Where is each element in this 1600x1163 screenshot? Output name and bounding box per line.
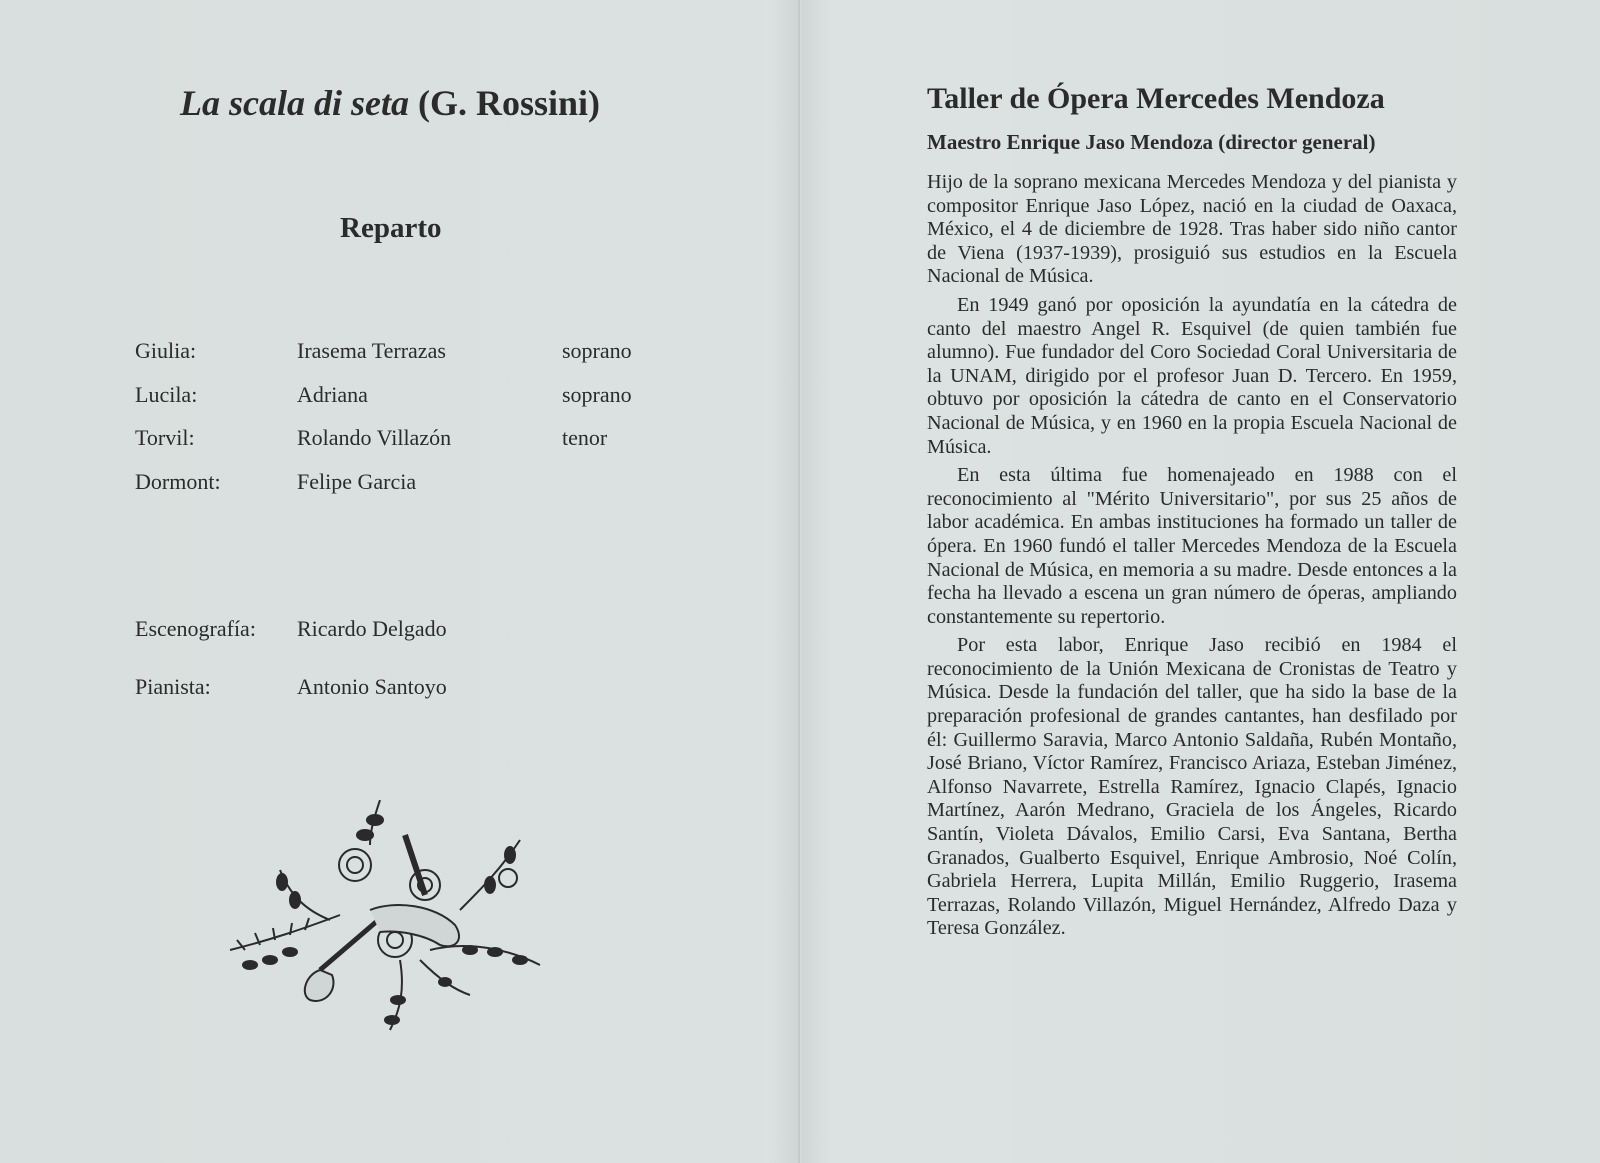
cast-role: Dormont: — [135, 468, 221, 494]
cast-performer: Felipe Garcia — [297, 468, 417, 494]
cast-performer: Rolando Villazón — [297, 425, 452, 450]
bio-paragraph: En esta última fue homenajeado en 1988 con el reconocimiento al "Mérito Universitario", por sus 25 años de labor académica. En ambas instituciones ha formado un taller de ópera. En 1960 fundó el taller Mercedes Mendoza de la Escuela Nacional de Música, en memoria a su madre. Desde entonces a la fecha ha llevado a escena un gran número de óperas, ampliando constantemente su repertorio. — [927, 464, 1457, 628]
cast-heading: Reparto — [340, 212, 442, 244]
center-fold — [798, 0, 802, 1163]
bio-paragraph: En 1949 ganó por oposición la ayundatía en la cátedra de canto del maestro Angel R. Esquivel (de quien también fue alumno). Fue fundador del Coro Sociedad Coral Universitaria de la UNAM, dirigido por el profesor Juan D. Tercero. En 1959, obtuvo por oposición la cátedra de canto en el Conservatorio Nacional de Música, y en 1960 en la propia Escuela Nacional de Música. — [927, 293, 1457, 458]
cast-role: Torvil: — [135, 425, 195, 450]
cast-role: Giulia: — [135, 338, 197, 363]
crew-name: Ricardo Delgado — [297, 616, 447, 641]
cast-voice: soprano — [562, 338, 632, 363]
crew-role: Pianista: — [135, 674, 211, 699]
cast-performer: Adriana — [297, 381, 368, 407]
bio-paragraph: Hijo de la soprano mexicana Mercedes Mendoza y del pianista y compositor Enrique Jaso López, nació en la ciudad de Oaxaca, México, el 4 de diciembre de 1928. Tras haber sido niño cantor de Viena (1937-1939), prosiguió sus estudios en la Escuela Nacional de Música. — [927, 171, 1457, 288]
opera-work-title: La scala di seta — [180, 83, 409, 123]
workshop-bio-panel — [927, 82, 1457, 946]
musical-instruments-floral-ornament-icon — [220, 800, 550, 1050]
opera-title — [180, 82, 600, 124]
cast-voice: soprano — [562, 381, 632, 407]
director-biography — [927, 171, 1457, 941]
opera-composer: (G. Rossini) — [417, 83, 601, 123]
cast-voice: tenor — [562, 425, 608, 450]
crew-role: Escenografía: — [135, 616, 256, 641]
crew-name: Antonio Santoyo — [297, 674, 447, 699]
bio-paragraph: Por esta labor, Enrique Jaso recibió en 1984 el reconocimiento de la Unión Mexicana de Cronistas de Teatro y Música. Desde la fundación del taller, que ha sido la base de la preparación profesional de grandes cantantes, han desfilado por él: Guillermo Saravia, Marco Antonio Saldaña, Rubén Montaño, José Briano, Víctor Ramírez, Francisco Ariaza, Esteban Jiménez, Alfonso Navarrete, Estrella Ramírez, Ignacio Clapés, Ignacio Martínez, Aarón Medrano, Graciela de los Ángeles, Ricardo Santín, Violeta Dávalos, Emilio Carsi, Eva Santana, Bertha Granados, Gualberto Esquivel, Enrique Ambrosio, Noé Colín, Gabriela Herrera, Lupita Millán, Emilio Ruggerio, Irasema Terrazas, Rolando Villazón, Miguel Hernández, Alfredo Daza y Teresa González. — [927, 634, 1457, 940]
cast-role: Lucila: — [135, 381, 198, 407]
director-line: Maestro Enrique Jaso Mendoza (director general) — [927, 130, 1376, 154]
workshop-title: Taller de Ópera Mercedes Mendoza — [927, 82, 1385, 115]
cast-performer: Irasema Terrazas — [297, 338, 446, 363]
